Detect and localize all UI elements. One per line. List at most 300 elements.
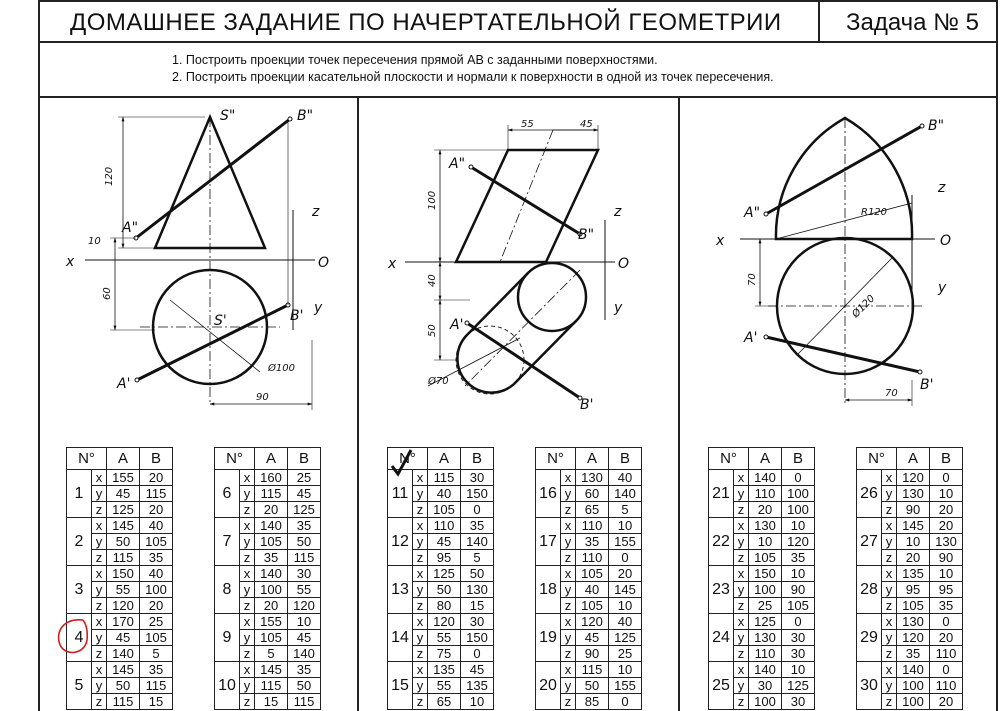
axis-label: y bbox=[882, 486, 897, 502]
value-a: 130 bbox=[749, 630, 782, 646]
cylinder-label-o: O bbox=[618, 256, 630, 272]
value-b: 25 bbox=[140, 614, 173, 630]
axis-label: y bbox=[92, 534, 107, 550]
table-row bbox=[67, 470, 173, 486]
cone-dim-dist: 90 bbox=[256, 392, 269, 403]
value-b: 0 bbox=[930, 614, 963, 630]
axis-label: x bbox=[92, 470, 107, 486]
axis-label: y bbox=[240, 582, 255, 598]
value-a: 45 bbox=[576, 630, 609, 646]
variant-number: 27 bbox=[857, 518, 882, 566]
value-a: 130 bbox=[749, 518, 782, 534]
cone-drawing bbox=[65, 108, 329, 410]
value-a: 155 bbox=[107, 470, 140, 486]
table-header-no: N° bbox=[388, 448, 428, 470]
axis-label: y bbox=[882, 534, 897, 550]
value-b: 150 bbox=[461, 486, 494, 502]
cylinder-label-b1: B' bbox=[580, 397, 594, 413]
variant-number: 7 bbox=[215, 518, 240, 566]
table-header-b: B bbox=[930, 448, 963, 470]
axis-label: z bbox=[92, 502, 107, 518]
table-row bbox=[215, 470, 321, 486]
value-b: 50 bbox=[288, 534, 321, 550]
table-row bbox=[709, 566, 815, 582]
variant-number: 14 bbox=[388, 614, 413, 662]
sphere-label-x: x bbox=[716, 233, 725, 249]
value-a: 135 bbox=[428, 662, 461, 678]
value-a: 120 bbox=[576, 614, 609, 630]
value-a: 110 bbox=[576, 550, 609, 566]
value-b: 0 bbox=[930, 662, 963, 678]
axis-label: z bbox=[734, 646, 749, 662]
table-header-b: B bbox=[461, 448, 494, 470]
value-a: 55 bbox=[428, 630, 461, 646]
cone-label-a2: A" bbox=[122, 220, 139, 236]
value-a: 65 bbox=[576, 502, 609, 518]
value-b: 95 bbox=[930, 582, 963, 598]
value-b: 35 bbox=[288, 662, 321, 678]
value-a: 140 bbox=[107, 646, 140, 662]
variant-number: 25 bbox=[709, 662, 734, 710]
axis-label: z bbox=[240, 598, 255, 614]
table-row bbox=[709, 662, 815, 678]
axis-label: x bbox=[413, 662, 428, 678]
variant-number: 16 bbox=[536, 470, 561, 518]
axis-label: y bbox=[240, 534, 255, 550]
value-a: 160 bbox=[255, 470, 288, 486]
value-b: 15 bbox=[140, 694, 173, 710]
sphere-dim-diameter: Ø120 bbox=[850, 293, 878, 321]
value-b: 40 bbox=[140, 518, 173, 534]
value-a: 115 bbox=[107, 694, 140, 710]
value-a: 110 bbox=[749, 646, 782, 662]
table-header-a: A bbox=[428, 448, 461, 470]
sphere-dim-dist: 70 bbox=[885, 388, 898, 399]
variant-table bbox=[535, 447, 642, 710]
variant-number: 13 bbox=[388, 566, 413, 614]
axis-label: y bbox=[882, 582, 897, 598]
value-b: 30 bbox=[782, 646, 815, 662]
axis-label: x bbox=[882, 662, 897, 678]
value-b: 10 bbox=[609, 598, 642, 614]
value-a: 60 bbox=[576, 486, 609, 502]
cylinder-label-x: x bbox=[388, 256, 397, 272]
value-a: 150 bbox=[107, 566, 140, 582]
value-b: 120 bbox=[782, 534, 815, 550]
sphere-dim-radius: R120 bbox=[861, 207, 888, 218]
cone-diameter-leader bbox=[170, 300, 260, 372]
table-header-b: B bbox=[609, 448, 642, 470]
value-b: 10 bbox=[782, 566, 815, 582]
value-b: 30 bbox=[461, 614, 494, 630]
value-b: 105 bbox=[140, 534, 173, 550]
axis-label: z bbox=[882, 502, 897, 518]
value-a: 50 bbox=[107, 534, 140, 550]
value-b: 0 bbox=[609, 694, 642, 710]
variant-table bbox=[856, 447, 963, 710]
value-a: 5 bbox=[255, 646, 288, 662]
cylinder-front-projection bbox=[456, 150, 598, 262]
axis-label: x bbox=[561, 662, 576, 678]
table-row bbox=[536, 470, 642, 486]
value-b: 115 bbox=[140, 486, 173, 502]
cone-label-y: y bbox=[314, 300, 323, 316]
value-a: 115 bbox=[255, 678, 288, 694]
table-row bbox=[857, 662, 963, 678]
sphere-label-b2: B" bbox=[928, 118, 945, 134]
value-a: 115 bbox=[255, 486, 288, 502]
table-row bbox=[215, 566, 321, 582]
value-b: 20 bbox=[930, 502, 963, 518]
table-row bbox=[536, 614, 642, 630]
axis-label: y bbox=[734, 582, 749, 598]
value-a: 25 bbox=[749, 598, 782, 614]
cone-label-z: z bbox=[312, 204, 320, 220]
cylinder-dim-w2: 45 bbox=[580, 119, 593, 130]
table-row bbox=[857, 470, 963, 486]
axis-label: x bbox=[413, 518, 428, 534]
value-a: 90 bbox=[897, 502, 930, 518]
task-number: Задача № 5 bbox=[846, 9, 979, 36]
axis-label: x bbox=[882, 518, 897, 534]
table-row bbox=[215, 614, 321, 630]
axis-label: x bbox=[734, 470, 749, 486]
value-b: 140 bbox=[461, 534, 494, 550]
value-a: 155 bbox=[255, 614, 288, 630]
value-b: 25 bbox=[609, 646, 642, 662]
value-a: 125 bbox=[107, 502, 140, 518]
axis-label: y bbox=[413, 630, 428, 646]
axis-label: x bbox=[240, 470, 255, 486]
value-b: 110 bbox=[930, 646, 963, 662]
variant-number: 9 bbox=[215, 614, 240, 662]
axis-label: x bbox=[561, 470, 576, 486]
table-header-no: N° bbox=[857, 448, 897, 470]
cylinder-dim-diameter: Ø70 bbox=[428, 376, 449, 387]
value-b: 0 bbox=[461, 502, 494, 518]
table-row bbox=[536, 518, 642, 534]
cone-label-a1: A' bbox=[117, 376, 131, 392]
axis-label: z bbox=[882, 694, 897, 710]
value-a: 145 bbox=[255, 662, 288, 678]
variant-number: 18 bbox=[536, 566, 561, 614]
variant-number: 22 bbox=[709, 518, 734, 566]
variant-number: 23 bbox=[709, 566, 734, 614]
value-b: 0 bbox=[782, 470, 815, 486]
axis-label: z bbox=[92, 646, 107, 662]
variant-number: 5 bbox=[67, 662, 92, 710]
sphere-drawing bbox=[715, 118, 951, 406]
value-b: 125 bbox=[609, 630, 642, 646]
value-b: 0 bbox=[782, 614, 815, 630]
value-b: 20 bbox=[930, 630, 963, 646]
axis-label: x bbox=[734, 614, 749, 630]
value-a: 105 bbox=[255, 630, 288, 646]
axis-label: z bbox=[561, 598, 576, 614]
axis-label: y bbox=[734, 486, 749, 502]
axis-label: y bbox=[561, 534, 576, 550]
value-a: 145 bbox=[107, 518, 140, 534]
axis-label: z bbox=[561, 646, 576, 662]
value-b: 35 bbox=[140, 662, 173, 678]
value-a: 105 bbox=[749, 550, 782, 566]
sphere-label-y: y bbox=[938, 280, 947, 296]
cone-line-ab-front bbox=[136, 119, 290, 238]
axis-label: z bbox=[240, 550, 255, 566]
sphere-dim-depth: 70 bbox=[747, 273, 758, 286]
cylinder-dim-w1: 55 bbox=[521, 119, 534, 130]
table-row bbox=[388, 614, 494, 630]
variant-table bbox=[214, 447, 321, 710]
cone-label-b1: B' bbox=[290, 308, 304, 324]
value-b: 105 bbox=[782, 598, 815, 614]
value-b: 10 bbox=[609, 518, 642, 534]
value-a: 105 bbox=[897, 598, 930, 614]
axis-label: z bbox=[413, 550, 428, 566]
variant-number: 19 bbox=[536, 614, 561, 662]
value-b: 20 bbox=[930, 694, 963, 710]
cylinder-label-b2: B" bbox=[578, 227, 595, 243]
variant-number: 26 bbox=[857, 470, 882, 518]
variant-number: 8 bbox=[215, 566, 240, 614]
value-b: 135 bbox=[461, 678, 494, 694]
cylinder-drawing bbox=[387, 119, 629, 413]
value-b: 115 bbox=[288, 694, 321, 710]
axis-label: y bbox=[561, 486, 576, 502]
cone-dim-offset: 10 bbox=[88, 236, 101, 247]
variant-number: 15 bbox=[388, 662, 413, 710]
table-header-a: A bbox=[255, 448, 288, 470]
axis-label: y bbox=[413, 486, 428, 502]
value-b: 20 bbox=[140, 470, 173, 486]
value-b: 25 bbox=[288, 470, 321, 486]
value-a: 115 bbox=[576, 662, 609, 678]
value-a: 130 bbox=[576, 470, 609, 486]
axis-label: x bbox=[882, 566, 897, 582]
cylinder-dim-depth2: 50 bbox=[427, 324, 438, 337]
cylinder-top-projection bbox=[457, 273, 576, 393]
value-b: 40 bbox=[609, 470, 642, 486]
value-a: 95 bbox=[428, 550, 461, 566]
axis-label: x bbox=[92, 614, 107, 630]
axis-label: x bbox=[561, 566, 576, 582]
axis-label: x bbox=[92, 662, 107, 678]
value-a: 110 bbox=[749, 486, 782, 502]
value-a: 100 bbox=[255, 582, 288, 598]
value-b: 10 bbox=[609, 662, 642, 678]
table-header-b: B bbox=[782, 448, 815, 470]
cylinder-label-y: y bbox=[614, 300, 623, 316]
value-b: 155 bbox=[609, 678, 642, 694]
axis-label: z bbox=[413, 694, 428, 710]
axis-label: y bbox=[734, 534, 749, 550]
variant-number: 17 bbox=[536, 518, 561, 566]
value-b: 55 bbox=[288, 582, 321, 598]
cylinder-line-ab-front bbox=[471, 167, 580, 234]
value-a: 140 bbox=[749, 662, 782, 678]
value-a: 10 bbox=[897, 534, 930, 550]
cone-dim-depth: 60 bbox=[102, 287, 113, 300]
axis-label: x bbox=[413, 470, 428, 486]
cone-label-s2: S" bbox=[220, 108, 236, 124]
value-b: 5 bbox=[461, 550, 494, 566]
table-row bbox=[857, 518, 963, 534]
value-b: 130 bbox=[930, 534, 963, 550]
table-row bbox=[215, 518, 321, 534]
value-a: 50 bbox=[107, 678, 140, 694]
sphere-label-b1: B' bbox=[920, 377, 934, 393]
variant-number: 28 bbox=[857, 566, 882, 614]
table-header-a: A bbox=[897, 448, 930, 470]
value-b: 30 bbox=[461, 470, 494, 486]
axis-label: y bbox=[561, 630, 576, 646]
axis-label: x bbox=[240, 518, 255, 534]
value-a: 35 bbox=[897, 646, 930, 662]
value-b: 50 bbox=[288, 678, 321, 694]
variant-number: 21 bbox=[709, 470, 734, 518]
table-row bbox=[215, 662, 321, 678]
axis-label: z bbox=[882, 550, 897, 566]
value-b: 140 bbox=[609, 486, 642, 502]
value-a: 10 bbox=[749, 534, 782, 550]
axis-label: z bbox=[734, 598, 749, 614]
table-row bbox=[388, 518, 494, 534]
value-a: 45 bbox=[107, 486, 140, 502]
variant-number: 10 bbox=[215, 662, 240, 710]
value-a: 125 bbox=[749, 614, 782, 630]
cylinder-label-z: z bbox=[614, 204, 622, 220]
axis-label: x bbox=[882, 470, 897, 486]
axis-label: y bbox=[413, 678, 428, 694]
table-row bbox=[67, 566, 173, 582]
value-a: 95 bbox=[897, 582, 930, 598]
table-header-no: N° bbox=[67, 448, 107, 470]
variant-table bbox=[708, 447, 815, 710]
axis-label: z bbox=[240, 694, 255, 710]
variant-number: 30 bbox=[857, 662, 882, 710]
value-b: 30 bbox=[782, 630, 815, 646]
axis-label: x bbox=[92, 518, 107, 534]
value-a: 140 bbox=[255, 518, 288, 534]
table-header-no: N° bbox=[709, 448, 749, 470]
axis-label: y bbox=[92, 678, 107, 694]
table-header-a: A bbox=[576, 448, 609, 470]
axis-label: y bbox=[92, 486, 107, 502]
axis-label: z bbox=[734, 694, 749, 710]
value-b: 45 bbox=[288, 486, 321, 502]
value-a: 130 bbox=[897, 486, 930, 502]
value-a: 45 bbox=[107, 630, 140, 646]
value-b: 115 bbox=[288, 550, 321, 566]
axis-label: x bbox=[413, 566, 428, 582]
axis-label: z bbox=[92, 550, 107, 566]
value-b: 10 bbox=[461, 694, 494, 710]
page-title: ДОМАШНЕЕ ЗАДАНИЕ ПО НАЧЕРТАТЕЛЬНОЙ ГЕОМЕТРИИ bbox=[70, 9, 782, 36]
variant-number: 1 bbox=[67, 470, 92, 518]
value-a: 130 bbox=[897, 614, 930, 630]
axis-label: x bbox=[240, 662, 255, 678]
value-b: 150 bbox=[461, 630, 494, 646]
value-a: 145 bbox=[107, 662, 140, 678]
axis-label: x bbox=[240, 566, 255, 582]
table-row bbox=[536, 662, 642, 678]
value-a: 20 bbox=[255, 502, 288, 518]
value-a: 100 bbox=[897, 678, 930, 694]
axis-label: z bbox=[561, 694, 576, 710]
value-a: 50 bbox=[428, 582, 461, 598]
sphere-line-ab-front bbox=[766, 126, 922, 214]
table-row bbox=[536, 566, 642, 582]
value-b: 100 bbox=[782, 502, 815, 518]
value-a: 125 bbox=[428, 566, 461, 582]
value-b: 30 bbox=[288, 566, 321, 582]
value-b: 45 bbox=[288, 630, 321, 646]
table-row bbox=[388, 470, 494, 486]
axis-label: z bbox=[882, 646, 897, 662]
value-b: 140 bbox=[288, 646, 321, 662]
table-header-a: A bbox=[107, 448, 140, 470]
table-header-no: N° bbox=[536, 448, 576, 470]
axis-label: z bbox=[734, 502, 749, 518]
value-b: 10 bbox=[782, 662, 815, 678]
sphere-label-z: z bbox=[938, 180, 946, 196]
variant-table bbox=[387, 447, 494, 710]
value-b: 10 bbox=[782, 518, 815, 534]
table-header-a: A bbox=[749, 448, 782, 470]
cylinder-label-a2: A" bbox=[449, 156, 466, 172]
axis-label: z bbox=[413, 598, 428, 614]
axis-label: y bbox=[734, 678, 749, 694]
table-header-no: N° bbox=[215, 448, 255, 470]
table-row bbox=[388, 566, 494, 582]
value-b: 40 bbox=[140, 566, 173, 582]
axis-label: z bbox=[413, 646, 428, 662]
value-a: 105 bbox=[428, 502, 461, 518]
value-b: 0 bbox=[461, 646, 494, 662]
value-b: 20 bbox=[609, 566, 642, 582]
table-header-b: B bbox=[140, 448, 173, 470]
value-b: 110 bbox=[930, 678, 963, 694]
axis-label: y bbox=[92, 630, 107, 646]
value-a: 120 bbox=[897, 630, 930, 646]
instruction-1: 1. Построить проекции точек пересечения прямой AB с заданными поверхностями. bbox=[172, 53, 658, 67]
value-b: 125 bbox=[288, 502, 321, 518]
value-b: 35 bbox=[930, 598, 963, 614]
value-b: 45 bbox=[461, 662, 494, 678]
value-b: 20 bbox=[140, 598, 173, 614]
axis-label: x bbox=[413, 614, 428, 630]
value-a: 140 bbox=[749, 470, 782, 486]
axis-label: x bbox=[561, 614, 576, 630]
value-a: 100 bbox=[897, 694, 930, 710]
value-a: 100 bbox=[749, 582, 782, 598]
axis-label: y bbox=[413, 582, 428, 598]
axis-label: y bbox=[413, 534, 428, 550]
value-b: 90 bbox=[782, 582, 815, 598]
value-a: 120 bbox=[107, 598, 140, 614]
sphere-label-o: O bbox=[940, 233, 952, 249]
axis-label: y bbox=[92, 582, 107, 598]
variant-table bbox=[66, 447, 173, 710]
cone-label-s1: S' bbox=[214, 313, 227, 329]
value-b: 145 bbox=[609, 582, 642, 598]
value-a: 140 bbox=[897, 662, 930, 678]
axis-label: x bbox=[240, 614, 255, 630]
value-a: 55 bbox=[428, 678, 461, 694]
axis-label: z bbox=[92, 694, 107, 710]
value-b: 35 bbox=[461, 518, 494, 534]
axis-label: z bbox=[240, 502, 255, 518]
